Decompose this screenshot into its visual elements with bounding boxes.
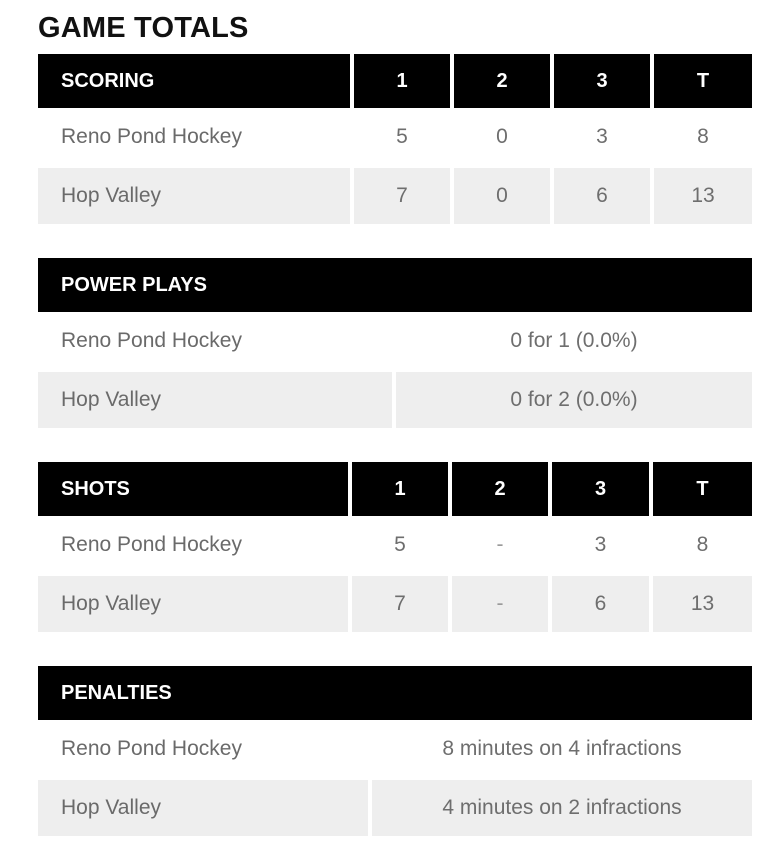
table-row [38,166,752,224]
scoring-header-period-3: 3 [550,54,650,108]
power-plays-header-row [38,258,752,312]
period-2-value: 0 [450,166,550,224]
period-2-value: - [448,516,548,574]
team-name: Hop Valley [38,778,368,836]
total-value: 8 [649,516,752,574]
team-name: Reno Pond Hockey [61,533,242,556]
scoring-header-label: SCORING [38,54,350,108]
shots-table [38,462,752,632]
table-row [38,778,752,836]
table-row [38,108,752,166]
shots-header-period-2: 2 [448,462,548,516]
period-3-value: 6 [548,574,649,632]
team-name: Reno Pond Hockey [61,125,242,148]
penalties-header-row [38,666,752,720]
period-3-value: 3 [550,108,650,166]
total-value: 8 [650,108,752,166]
period-1-value: 7 [350,166,450,224]
power-plays-table [38,258,752,428]
period-1-value: 5 [348,516,448,574]
shots-header-period-3: 3 [548,462,649,516]
period-3-value: 3 [548,516,649,574]
table-row [38,720,752,778]
power-plays-header-label: POWER PLAYS [38,258,752,312]
table-row [38,312,752,370]
power-play-value: 0 for 2 (0.0%) [392,370,752,428]
scoring-table [38,54,752,224]
team-name: Hop Valley [38,370,392,428]
shots-header-row [38,462,752,516]
scoring-header-period-1: 1 [350,54,450,108]
scoring-header-row [38,54,752,108]
penalties-header-label: PENALTIES [38,666,752,720]
penalty-value: 4 minutes on 2 infractions [368,778,752,836]
shots-header-total: T [649,462,752,516]
period-1-value: 7 [348,574,448,632]
penalties-table [38,666,752,836]
page-title: GAME TOTALS [38,12,249,44]
shots-header-label: SHOTS [38,462,348,516]
scoring-header-period-2: 2 [450,54,550,108]
total-value: 13 [649,574,752,632]
period-3-value: 6 [550,166,650,224]
period-1-value: 5 [350,108,450,166]
table-row [38,370,752,428]
penalty-value: 8 minutes on 4 infractions [442,737,682,760]
total-value: 13 [650,166,752,224]
power-play-value: 0 for 1 (0.0%) [510,329,638,352]
period-2-value: - [448,574,548,632]
period-2-value: 0 [450,108,550,166]
team-name: Reno Pond Hockey [61,737,242,760]
table-row [38,574,752,632]
table-row [38,516,752,574]
scoring-header-total: T [650,54,752,108]
team-name: Hop Valley [38,166,350,224]
shots-header-period-1: 1 [348,462,448,516]
team-name: Hop Valley [38,574,348,632]
team-name: Reno Pond Hockey [61,329,242,352]
